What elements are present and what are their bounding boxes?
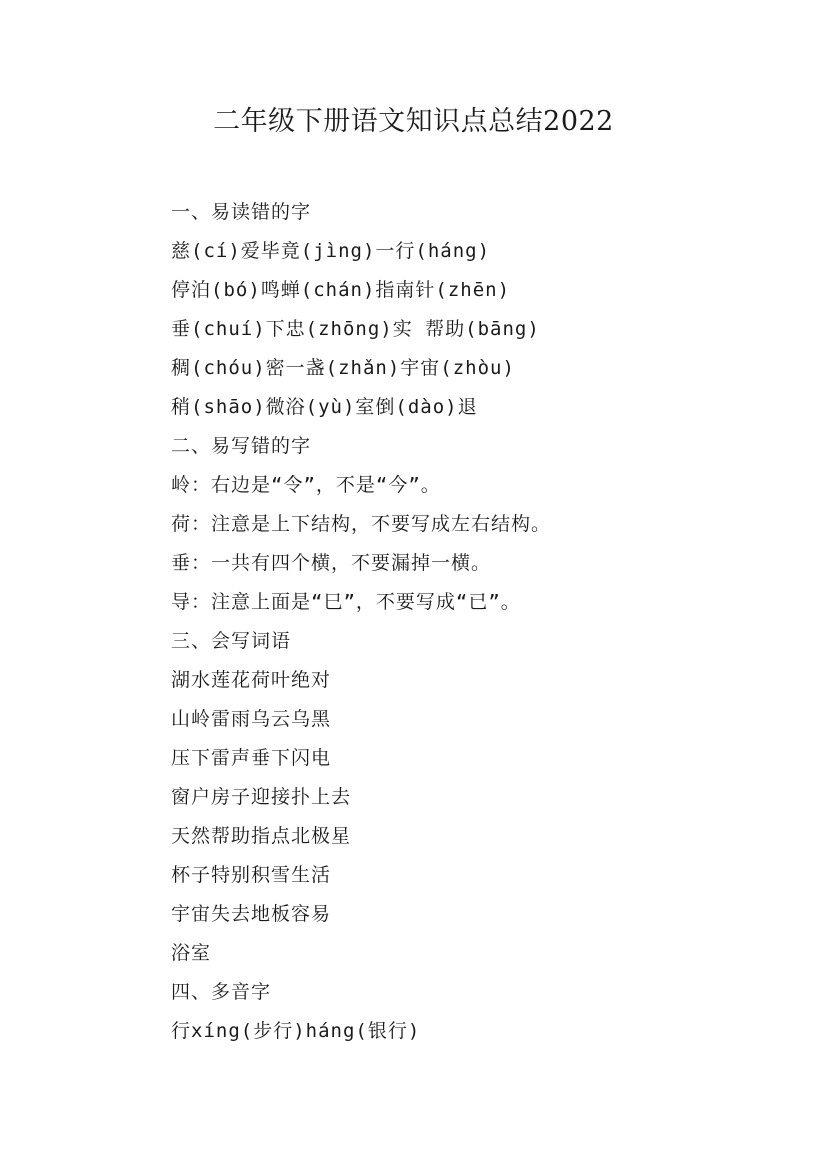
text-line: 窗户房子迎接扑上去	[171, 786, 352, 808]
text-line: 慈(cí)爱毕竟(jìng)一行(háng)	[171, 240, 491, 262]
section-heading-2: 二、易写错的字	[171, 435, 312, 457]
text-line: 行xíng(步行)háng(银行)	[171, 1020, 421, 1042]
text-line: 停泊(bó)鸣蝉(chán)指南针(zhēn)	[171, 279, 511, 301]
document-title: 二年级下册语文知识点总结2022	[213, 106, 614, 137]
section-heading-1: 一、易读错的字	[171, 201, 312, 223]
section-heading-3: 三、会写词语	[171, 630, 292, 652]
text-line: 岭：右边是“令”，不是“今”。	[171, 474, 441, 496]
section-heading-4: 四、多音字	[171, 981, 272, 1003]
text-line: 杯子特别积雪生活	[171, 864, 332, 886]
text-line: 天然帮助指点北极星	[171, 825, 352, 847]
text-line: 山岭雷雨乌云乌黑	[171, 708, 332, 730]
text-line: 湖水莲花荷叶绝对	[171, 669, 332, 691]
text-line: 稠(chóu)密一盏(zhǎn)宇宙(zhòu)	[171, 357, 515, 379]
text-line: 宇宙失去地板容易	[171, 903, 332, 925]
document-body	[171, 193, 791, 1051]
text-line: 压下雷声垂下闪电	[171, 747, 332, 769]
text-line: 垂(chuí)下忠(zhōng)实 帮助(bāng)	[171, 318, 540, 340]
text-line: 垂：一共有四个横，不要漏掉一横。	[171, 552, 492, 574]
text-line: 稍(shāo)微浴(yù)室倒(dào)退	[171, 396, 478, 418]
text-line: 导：注意上面是“巳”，不要写成“已”。	[171, 591, 521, 613]
text-line: 荷：注意是上下结构，不要写成左右结构。	[171, 513, 552, 535]
text-line: 浴室	[171, 942, 212, 964]
